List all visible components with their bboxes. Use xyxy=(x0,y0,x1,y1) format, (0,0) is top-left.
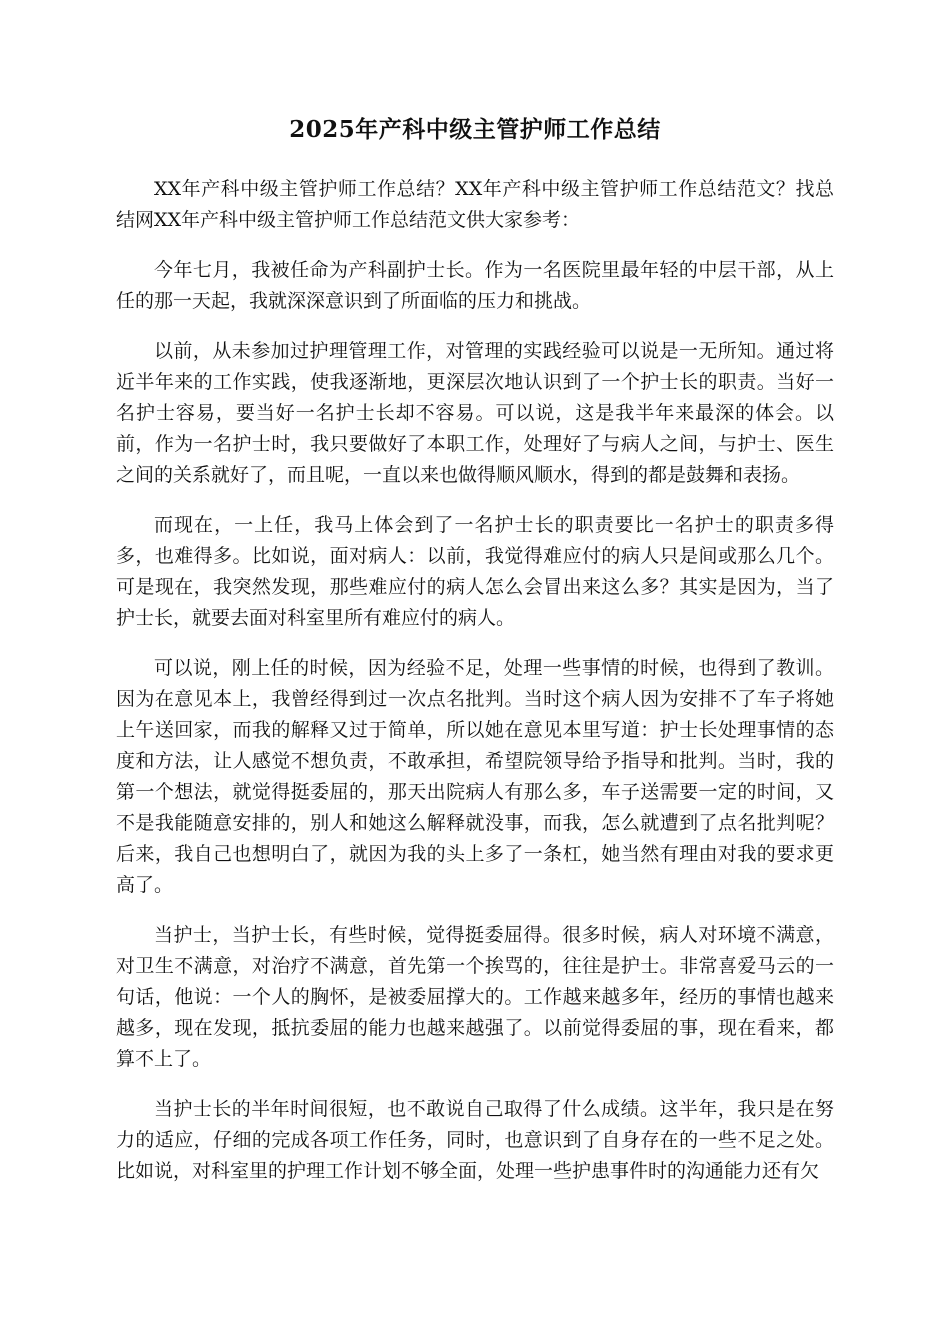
paragraph-appointment: 今年七月，我被任命为产科副护士长。作为一名医院里最年轻的中层干部，从上任的那一天起，我就深深意识到了所面临的压力和挑战。 xyxy=(116,259,834,312)
paragraph-intro: XX年产科中级主管护师工作总结？XX年产科中级主管护师工作总结范文？找总结网XX年产科中级主管护师工作总结范文供大家参考： xyxy=(116,178,834,231)
paragraph-shortcomings: 当护士长的半年时间很短，也不敢说自己取得了什么成绩。这半年，我只是在努力的适应，仔细的完成各项工作任务，同时，也意识到了自身存在的一些不足之处。比如说，对科室里的护理工作计划不够全面，处理一些护患事件时的沟通能力还有欠 xyxy=(116,1098,834,1182)
paragraph-experience: 以前，从未参加过护理管理工作，对管理的实践经验可以说是一无所知。通过将近半年来的工作实践，使我逐渐地，更深层次地认识到了一个护士长的职责。当好一名护士容易，要当好一名护士长却不容易。可以说，这是我半年来最深的体会。以前，作为一名护士时，我只要做好了本职工作，处理好了与病人之间，与护士、医生之间的关系就好了，而且呢，一直以来也做得顺风顺水，得到的都是鼓舞和表扬。 xyxy=(116,340,834,486)
document-title: 2025年产科中级主管护师工作总结 xyxy=(289,116,661,143)
paragraph-responsibility: 而现在，一上任，我马上体会到了一名护士长的职责要比一名护士的职责多得多，也难得多。比如说，面对病人：以前，我觉得难应付的病人只是间或那么几个。可是现在，我突然发现，那些难应付的病人怎么会冒出来这么多？其实是因为，当了护士长，就要去面对科室里所有难应付的病人。 xyxy=(116,514,834,629)
paragraph-grievance: 当护士，当护士长，有些时候，觉得挺委屈得。很多时候，病人对环境不满意，对卫生不满意，对治疗不满意，首先第一个挨骂的，往往是护士。非常喜爱马云的一句话，他说：一个人的胸怀，是被委屈撑大的。工作越来越多年，经历的事情也越来越多，现在发现，抵抗委屈的能力也越来越强了。以前觉得委屈的事，现在看来，都算不上了。 xyxy=(116,924,834,1070)
paragraph-lesson: 可以说，刚上任的时候，因为经验不足，处理一些事情的时候，也得到了教训。因为在意见本上，我曾经得到过一次点名批判。当时这个病人因为安排不了车子将她上午送回家，而我的解释又过于简单，所以她在意见本里写道：护士长处理事情的态度和方法，让人感觉不想负责，不敢承担，希望院领导给予指导和批判。当时，我的第一个想法，就觉得挺委屈的，那天出院病人有那么多，车子送需要一定的时间，又不是我能随意安排的，别人和她这么解释就没事，而我，怎么就遭到了点名批判呢？后来，我自己也想明白了，就因为我的头上多了一条杠，她当然有理由对我的要求更高了。 xyxy=(116,657,834,896)
